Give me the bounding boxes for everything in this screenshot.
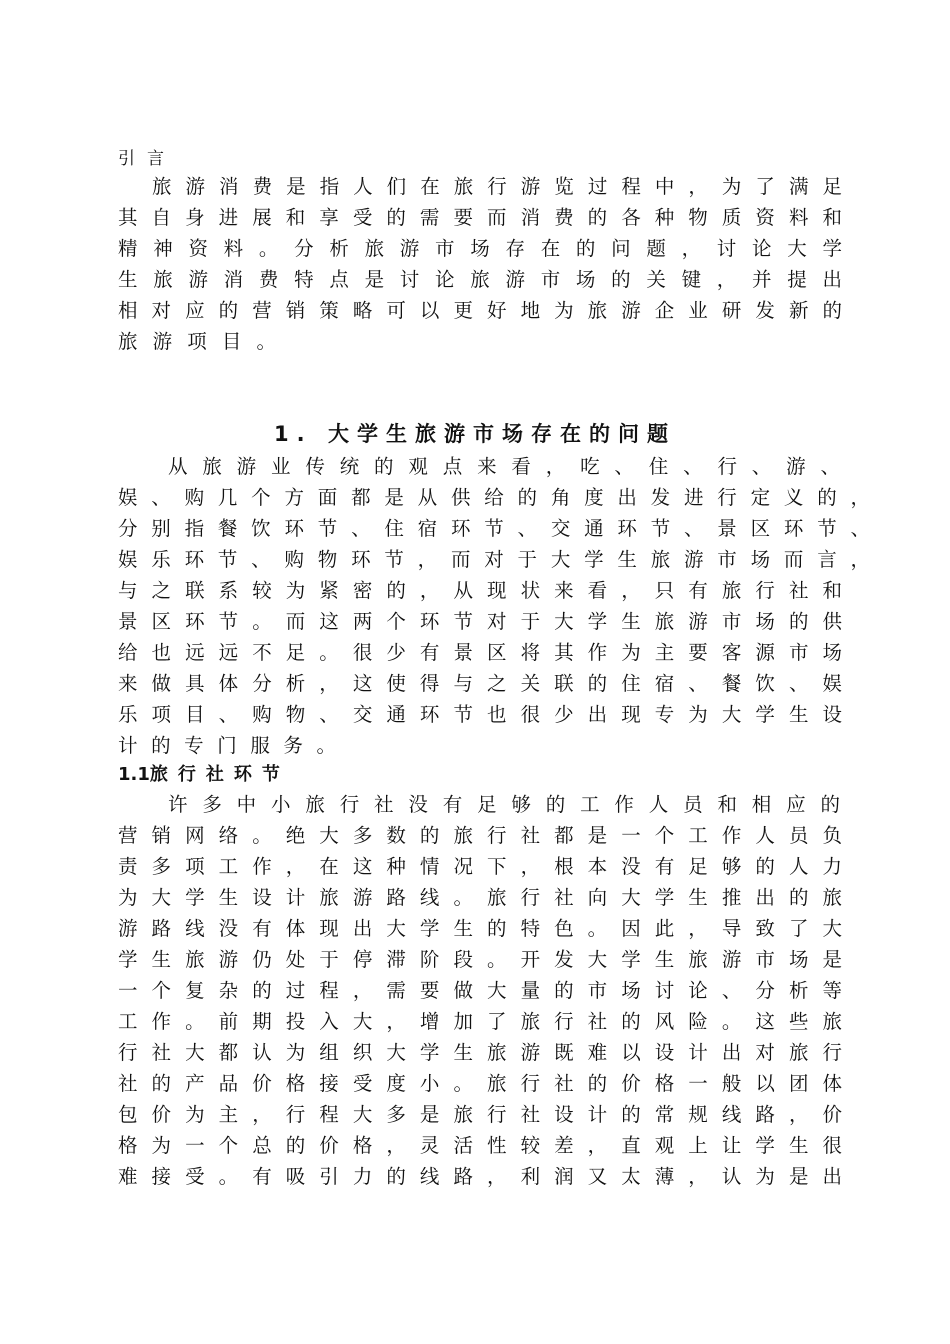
subsection-1-1-heading [118, 759, 290, 790]
subsection-1-1-line-10: 社的产品价格接受度小。旅行社的价格一般以团体 [118, 1072, 842, 1095]
subsection-1-1-line-7: 一个复杂的过程，需要做大量的市场讨论、分析等 [118, 979, 842, 1002]
intro-line-5: 相对应的营销策略可以更好地为旅游企业研发新的 [118, 299, 842, 322]
subsection-1-1-line-5: 游路线没有体现出大学生的特色。因此，导致了大 [118, 917, 842, 940]
section-1-line-8: 来做具体分析，这使得与之关联的住宿、餐饮、娱 [118, 672, 842, 695]
subsection-1-1-line-8: 工作。前期投入大，增加了旅行社的风险。这些旅 [118, 1010, 842, 1033]
section-1-line-10: 计的专门服务。 [118, 734, 336, 757]
subsection-title: 旅行社环节 [149, 764, 290, 785]
subsection-1-1-line-2: 营销网络。绝大多数的旅行社都是一个工作人员负 [118, 824, 842, 847]
section-1-line-6: 景区环节。而这两个环节对于大学生旅游市场的供 [118, 610, 842, 633]
subsection-1-1-line-6: 学生旅游仍处于停滞阶段。开发大学生旅游市场是 [118, 948, 842, 971]
section-1-line-7: 给也远远不足。很少有景区将其作为主要客源市场 [118, 641, 842, 664]
section-1-line-9: 乐项目、购物、交通环节也很少出现专为大学生设 [118, 703, 842, 726]
section-1-line-2: 娱、购几个方面都是从供给的角度出发进行定义的， [118, 486, 870, 509]
section-1-line-3: 分别指餐饮环节、住宿环节、交通环节、景区环节、 [118, 517, 870, 540]
subsection-1-1-line-11: 包价为主，行程大多是旅行社设计的常规线路，价 [118, 1103, 842, 1126]
intro-line-6: 旅游项目。 [118, 330, 276, 353]
section-1-line-5: 与之联系较为紧密的，从现状来看，只有旅行社和 [118, 579, 842, 602]
subsection-1-1-line-12: 格为一个总的价格，灵活性较差，直观上让学生很 [118, 1134, 842, 1157]
subsection-number: 1.1 [118, 764, 150, 785]
intro-line-4: 生旅游消费特点是讨论旅游市场的关键，并提出 [118, 268, 842, 291]
intro-line-2: 其自身进展和享受的需要而消费的各种物质资料和 [118, 206, 842, 229]
intro-line-3: 精神资料。分析旅游市场存在的问题，讨论大学 [118, 237, 842, 260]
subsection-1-1-line-9: 行社大都认为组织大学生旅游既难以设计出对旅行 [118, 1041, 842, 1064]
intro-label: 引言 [118, 149, 176, 169]
subsection-1-1-line-3: 责多项工作，在这种情况下，根本没有足够的人力 [118, 855, 842, 878]
subsection-1-1-line-13: 难接受。有吸引力的线路，利润又太薄，认为是出 [118, 1165, 842, 1188]
intro-line-1: 旅游消费是指人们在旅行游览过程中，为了满足 [152, 175, 842, 198]
section-1-line-1: 从旅游业传统的观点来看，吃、住、行、游、 [168, 455, 840, 478]
section-1-line-4: 娱乐环节、购物环节，而对于大学生旅游市场而言， [118, 548, 870, 571]
subsection-1-1-line-1: 许多中小旅行社没有足够的工作人员和相应的 [168, 793, 840, 816]
subsection-1-1-line-4: 为大学生设计旅游路线。旅行社向大学生推出的旅 [118, 886, 842, 909]
section-1-heading: 1. 大学生旅游市场存在的问题 [274, 422, 676, 446]
